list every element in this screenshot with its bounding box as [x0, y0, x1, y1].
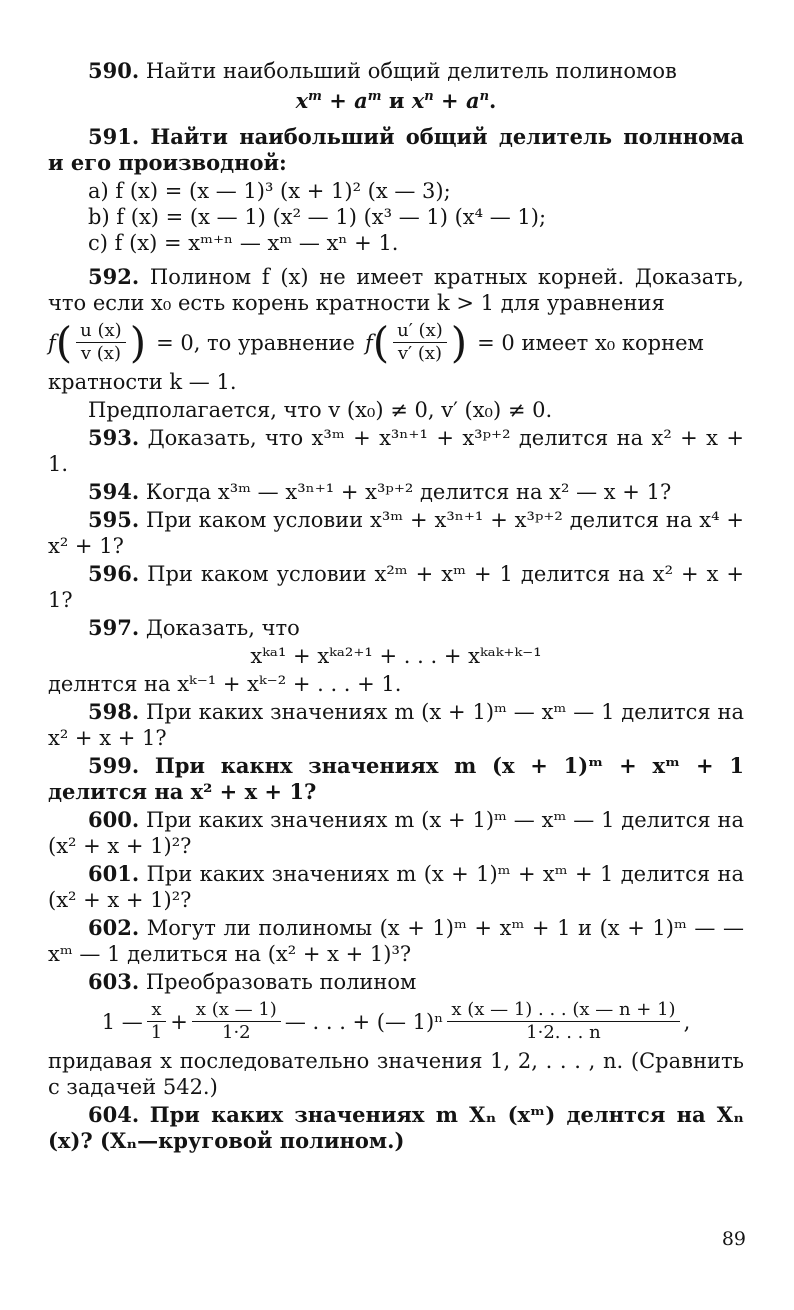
- problem-591: [48, 124, 744, 176]
- problem-number: 604.: [88, 1102, 140, 1127]
- problem-text: При каком условии x³ᵐ + x³ⁿ⁺¹ + x³ᵖ⁺² делится на x⁴ + x² + 1?: [48, 508, 744, 558]
- formula-590: $x^m + a^m$ и $x^n + a^n$.: [295, 88, 497, 113]
- problem-592: [48, 264, 744, 316]
- problem-text: При каких значениях m (x + 1)ᵐ — xᵐ — 1 делится на (x² + x + 1)²?: [48, 808, 744, 858]
- problem-text: При каких значениях m Xₙ (xᵐ) делнтся на Xₙ (x)? (Xₙ—круговой полином.): [48, 1102, 744, 1153]
- problem-597: [48, 615, 744, 641]
- problem-number: 602.: [88, 915, 140, 940]
- problem-598: [48, 699, 744, 751]
- item-591-a: a) f (x) = (x — 1)³ (x + 1)² (x — 3);: [88, 179, 451, 203]
- problem-number: 600.: [88, 807, 140, 832]
- problem-603: [48, 969, 744, 995]
- item-591-b: b) f (x) = (x — 1) (x² — 1) (x³ — 1) (x⁴ — 1);: [88, 205, 547, 229]
- problem-number: 599.: [88, 753, 140, 778]
- item-591-c: c) f (x) = xᵐ⁺ⁿ — xᵐ — xⁿ + 1.: [88, 231, 399, 255]
- problem-number: 590.: [88, 58, 140, 83]
- problem-text: При какнх значениях m (x + 1)ᵐ + xᵐ + 1 делится на x² + x + 1?: [48, 753, 744, 804]
- problem-595: [48, 507, 744, 559]
- problem-number: 603.: [88, 969, 140, 994]
- formula-592: f ( $\frac{u (x)}{v (x)}$ ) = 0, то уравнение f ( $\frac{u' (x)}{v' (x)}$ ) = 0 имеет x₀ корнем: [48, 317, 704, 367]
- problem-text: При каких значениях m (x + 1)ᵐ — xᵐ — 1 делится на x² + x + 1?: [48, 700, 744, 750]
- problem-599: [48, 753, 744, 805]
- problem-number: 596.: [88, 561, 140, 586]
- problem-597-cont: делнтся на xᵏ⁻¹ + xᵏ⁻² + . . . + 1.: [48, 672, 402, 696]
- problem-596: [48, 561, 744, 613]
- problem-number: 601.: [88, 861, 140, 886]
- problem-text: Доказать, что x³ᵐ + x³ⁿ⁺¹ + x³ᵖ⁺² делится на x² + x + 1.: [48, 426, 744, 476]
- problem-text: Полином f (x) не имеет кратных корней. Доказать, что если x₀ есть корень кратности k > 1 для уравнения: [48, 265, 744, 315]
- page-number: 89: [721, 1228, 746, 1250]
- problem-603-cont: придавая x последовательно значения 1, 2, . . . , n. (Сравнить с задачей 542.): [48, 1049, 744, 1099]
- page-body: [48, 58, 744, 1156]
- problem-text: Могут ли полиномы (x + 1)ᵐ + xᵐ + 1 и (x + 1)ᵐ — — xᵐ — 1 делиться на (x² + x + 1)³?: [48, 916, 744, 966]
- problem-602: [48, 915, 744, 967]
- problem-594: [48, 479, 744, 505]
- problem-text: При каких значениях m (x + 1)ᵐ + xᵐ + 1 делится на (x² + x + 1)²?: [48, 862, 744, 912]
- problem-number: 591.: [88, 124, 140, 149]
- problem-number: 598.: [88, 699, 140, 724]
- problem-text: Найти наибольший общий делитель полннома и его производной:: [48, 124, 745, 175]
- problem-text: Преобразовать полином: [145, 970, 417, 994]
- problem-592-cont: кратности k — 1.: [48, 370, 237, 394]
- problem-592-note: Предполагается, что v (x₀) ≠ 0, v′ (x₀) ≠ 0.: [88, 398, 553, 422]
- problem-number: 595.: [88, 507, 140, 532]
- formula-597: xᵏᵃ¹ + xᵏᵃ²⁺¹ + . . . + xᵏᵃᵏ⁺ᵏ⁻¹: [250, 644, 542, 668]
- problem-number: 594.: [88, 479, 140, 504]
- formula-603: 1 — $\frac{x}{1}$ + $\frac{x (x — 1)}{1\cdot 2}$ — . . . + (— 1)ⁿ $\frac{x (x — 1) . . . (x — n + 1)}{1\cdot 2. . . n}$ ,: [101, 999, 691, 1043]
- problem-604: [48, 1102, 744, 1154]
- problem-text: Доказать, что: [145, 616, 300, 640]
- problem-number: 593.: [88, 425, 140, 450]
- problem-601: [48, 861, 744, 913]
- problem-590: [48, 58, 744, 84]
- problem-593: [48, 425, 744, 477]
- problem-number: 597.: [88, 615, 140, 640]
- problem-text: При каком условии x²ᵐ + xᵐ + 1 делится на x² + x + 1?: [48, 562, 744, 612]
- problem-number: 592.: [88, 264, 140, 289]
- problem-text: Найти наибольший общий делитель полиномов: [145, 59, 677, 83]
- problem-600: [48, 807, 744, 859]
- problem-text: Когда x³ᵐ — x³ⁿ⁺¹ + x³ᵖ⁺² делится на x² — x + 1?: [145, 480, 672, 504]
